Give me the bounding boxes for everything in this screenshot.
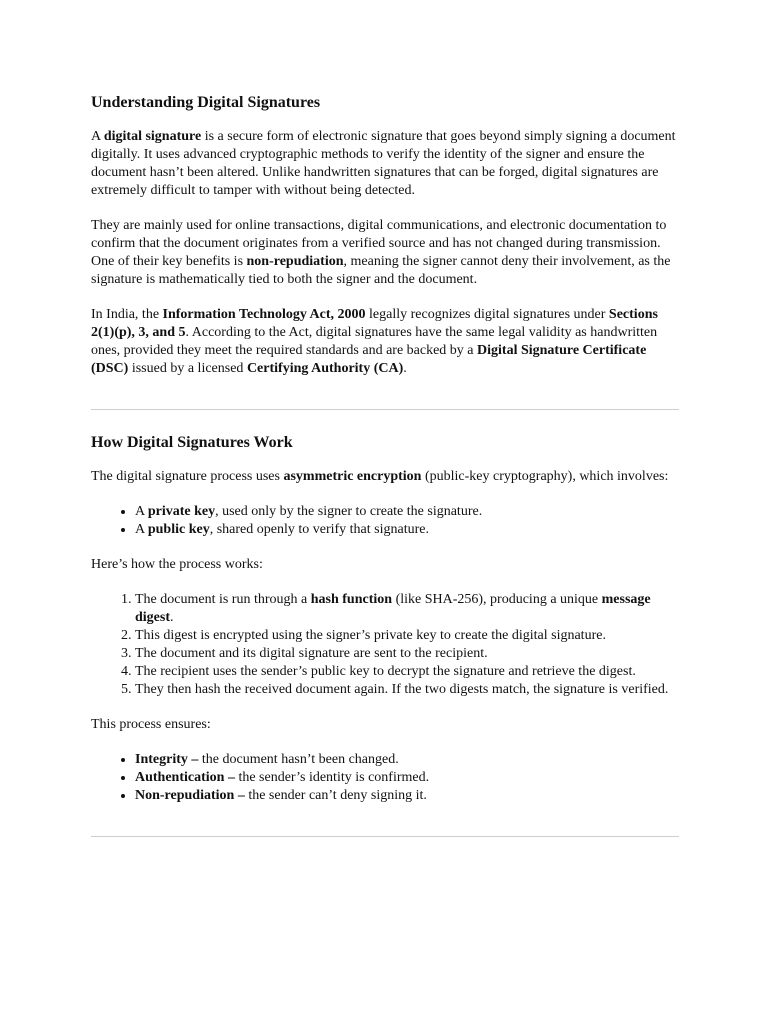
ensures-list — [91, 751, 679, 805]
step-send: 3. The document and its digital signature are sent to the recipient. — [135, 645, 679, 663]
section-title-how-it-works: How Digital Signatures Work — [91, 434, 293, 451]
paragraph-process-intro: Here’s how the process works: — [91, 557, 263, 572]
step-hash: 1. The document is run through a hash function (like SHA-256), producing a unique message digest. — [135, 591, 679, 627]
step-decrypt: 4. The recipient uses the sender’s public key to decrypt the signature and retrieve the digest. — [135, 663, 679, 681]
list-item-non-repudiation: • Non-repudiation – the sender can’t deny signing it. — [135, 787, 679, 805]
paragraph-definition: A digital signature is a secure form of electronic signature that goes beyond simply signing a document digitally. It uses advanced cryptographic methods to verify the identity of the signer and ensure the document hasn’t been altered. Unlike handwritten signatures that can be forged, digital signatures are extremely difficult to tamper with without being detected. — [91, 129, 676, 198]
list-item-private-key: • A private key, used only by the signer to create the signature. — [135, 503, 679, 521]
section-title-understanding: Understanding Digital Signatures — [91, 94, 321, 111]
list-item-integrity: • Integrity – the document hasn’t been changed. — [135, 751, 679, 769]
section-divider — [91, 409, 679, 410]
paragraph-ensures-intro: This process ensures: — [91, 717, 211, 732]
step-verify: 5. They then hash the received document again. If the two digests match, the signature is verified. — [135, 681, 679, 699]
process-steps — [91, 591, 679, 699]
paragraph-india-law: In India, the Information Technology Act, 2000 legally recognizes digital signatures under Sections 2(1)(p), 3, and 5. According to the Act, digital signatures have the same legal validity as handwritten ones, provided they meet the required standards and are backed by a Digital Signature Certificate (DSC) issued by a licensed Certifying Authority (CA). — [91, 307, 658, 376]
paragraph-asymmetric-intro: The digital signature process uses asymmetric encryption (public-key cryptography), which involves: — [91, 469, 669, 484]
paragraph-usage: They are mainly used for online transactions, digital communications, and electronic documentation to confirm that the document originates from a verified source and has not changed during transmission. One of their key benefits is non-repudiation, meaning the signer cannot deny their involvement, as the signature is mathematically tied to both the signer and the document. — [91, 218, 671, 287]
step-encrypt: 2. This digest is encrypted using the signer’s private key to create the digital signature. — [135, 627, 679, 645]
document-content — [91, 93, 679, 837]
bottom-divider — [91, 836, 679, 837]
list-item-authentication: • Authentication – the sender’s identity is confirmed. — [135, 769, 679, 787]
list-item-public-key: • A public key, shared openly to verify that signature. — [135, 521, 679, 539]
key-list — [91, 503, 679, 539]
